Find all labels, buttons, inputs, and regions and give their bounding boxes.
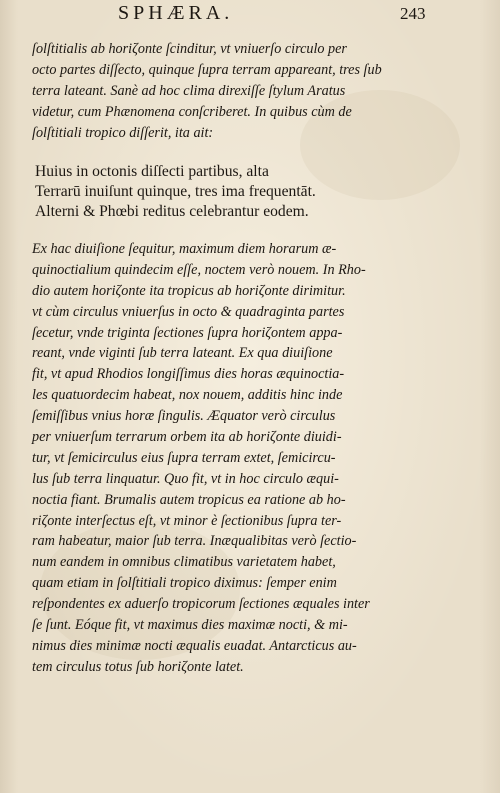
text-line: ram habeatur, maior ſub terra. Inæqualibitas verò ſectio- [32,533,357,550]
verse-line: Terrarū inuiſunt quinque, tres ima frequentāt. [35,183,316,200]
text-line: ſe ſunt. Eóque fit, vt maximus dies maximæ nocti, & mi- [32,617,348,634]
text-line: tem circulus totus ſub horiζonte latet. [32,658,244,675]
text-line: quinoctialium quindecim eſſe, noctem verò nouem. In Rho- [32,261,366,278]
text-line: videtur, cum Phænomena conſcriberet. In quibus cùm de [32,103,352,120]
text-line: ſemiſſibus vnius horæ ſingulis. Æquator verò circulus [32,408,336,425]
verse-line: Huius in octonis diſſecti partibus, alta [35,163,269,180]
text-line: les quatuordecim habeat, nox nouem, additis hinc inde [32,387,343,404]
text-line: vt cùm circulus vniuerſus in octo & quadraginta partes [32,303,345,320]
text-line: quam etiam in ſolſtitiali tropico diximus: ſemper enim [32,575,337,592]
text-line: noctia fiant. Brumalis autem tropicus ea ratione ab ho- [32,491,346,508]
text-line: Ex hac diuiſione ſequitur, maximum diem horarum æ- [32,241,337,257]
text-line: reſpondentes ex aduerſo tropicorum ſectiones æquales inter [32,596,370,613]
paragraph-1 [32,39,480,143]
verse-quotation [35,162,480,222]
text-line: fit, vt apud Rhodios longiſſimus dies horas æquinoctia- [32,366,345,383]
text-line: tur, vt ſemicirculus eius ſupra terram extet, ſemicircu- [32,449,336,466]
text-line: riζonte interſectus eſt, vt minor è ſectionibus ſupra ter- [32,512,342,529]
page-number: 243 [400,4,426,23]
paragraph-2 [32,239,480,678]
text-line: dio autem horiζonte ita tropicus ab horiζonte dirimitur. [32,282,346,299]
text-line: lus ſub terra linquatur. Quo fit, vt in hoc circulo æqui- [32,470,339,487]
text-line: ſolſtitiali tropico diſſerit, ita ait: [32,124,214,141]
text-line: ſecetur, vnde triginta ſectiones ſupra horiζontem appa- [32,324,343,341]
text-line: octo partes diſſecto, quinque ſupra terram appareant, tres ſub [32,61,382,78]
text-line: terra lateant. Sanè ad hoc clima direxiſſe ſtylum Aratus [32,82,346,99]
running-head [0,2,500,30]
text-line: num eandem in omnibus climatibus varietatem habet, [32,554,336,571]
verse-line: Alterni & Phœbi reditus celebrantur eodem. [35,203,309,220]
text-line: per vniuerſum terrarum orbem ita ab horiζonte diuidi- [32,429,342,446]
running-title: SPHÆRA. [118,2,234,24]
text-line: ſolſtitialis ab horiζonte ſcinditur, vt vniuerſo circulo per [32,41,347,57]
text-line: reant, vnde viginti ſub terra lateant. Ex qua diuiſione [32,345,333,362]
text-line: nimus dies minimæ nocti æqualis euadat. Antarcticus au- [32,637,357,654]
